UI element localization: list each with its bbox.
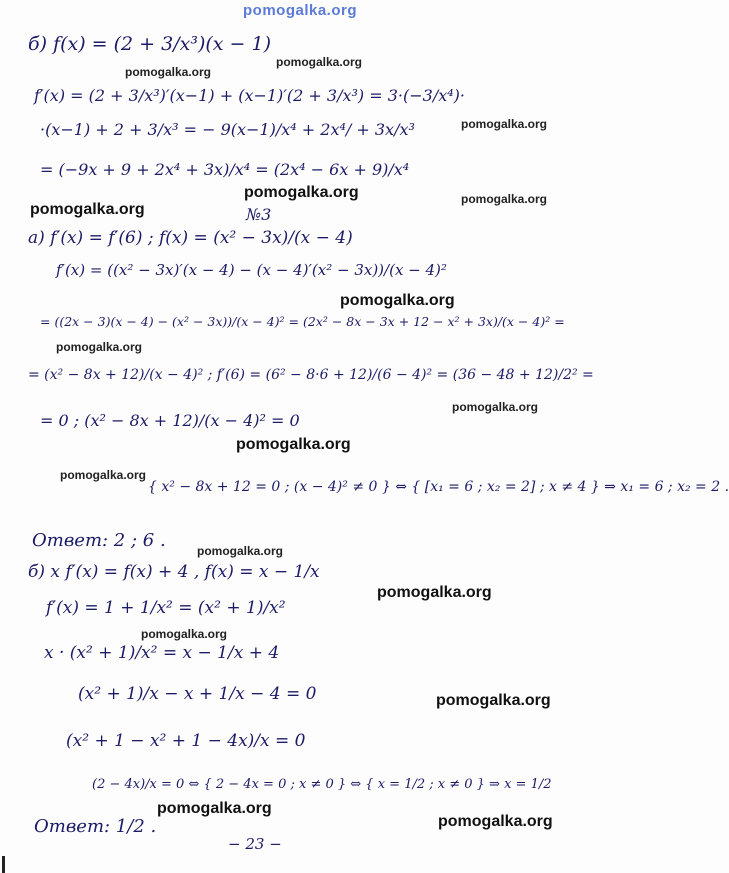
math-line: (x² + 1)/x − x + 1/x − 4 = 0 <box>78 684 317 704</box>
math-line: = 0 ; (x² − 8x + 12)/(x − 4)² = 0 <box>40 411 300 430</box>
watermark: pomogalka.org <box>56 340 143 354</box>
watermark: pomogalka.org <box>377 584 492 601</box>
math-line: ·(x−1) + 2 + 3/x³ = − 9(x−1)/x⁴ + 2x⁴/ + 3x/x³ <box>40 120 415 139</box>
watermark: pomogalka.org <box>125 65 212 79</box>
watermark: pomogalka.org <box>236 436 351 453</box>
watermark: pomogalka.org <box>461 192 548 206</box>
watermark: pomogalka.org <box>60 468 147 482</box>
math-line: б) x f′(x) = f(x) + 4 , f(x) = x − 1/x <box>28 562 320 582</box>
system-of-equations: { x² − 8x + 12 = 0 ; (x − 4)² ≠ 0 } ⇔ { [x₁ = 6 ; x₂ = 2] ; x ≠ 4 } ⇒ x₁ = 6 ; x₂ = 2 . <box>148 479 729 495</box>
math-line: (x² + 1 − x² + 1 − 4x)/x = 0 <box>66 731 306 751</box>
answer-line: Ответ: 1/2 . <box>34 816 157 837</box>
watermark: pomogalka.org <box>197 544 284 558</box>
math-line: f′(x) = (2 + 3/x³)′(x−1) + (x−1)′(2 + 3/x³) = 3·(−3/x⁴)· <box>34 86 465 105</box>
math-line: = (x² − 8x + 12)/(x − 4)² ; f′(6) = (6² − 8·6 + 12)/(6 − 4)² = (36 − 48 + 12)/2² = <box>28 367 594 383</box>
watermark: pomogalka.org <box>452 400 539 414</box>
watermark: pomogalka.org <box>461 117 548 131</box>
margin-mark <box>2 856 5 873</box>
watermark: pomogalka.org <box>30 201 145 218</box>
math-line: x · (x² + 1)/x² = x − 1/x + 4 <box>44 643 280 663</box>
math-line: f′(x) = ((x² − 3x)′(x − 4) − (x − 4)′(x² − 3x))/(x − 4)² <box>56 261 447 279</box>
answer-line: Ответ: 2 ; 6 . <box>32 530 166 551</box>
math-line: б) f(x) = (2 + 3/x³)(x − 1) <box>28 33 271 55</box>
watermark: pomogalka.org <box>141 627 228 641</box>
math-line: = (−9x + 9 + 2x⁴ + 3x)/x⁴ = (2x⁴ − 6x + 9)/x⁴ <box>40 160 410 179</box>
math-line: = ((2x − 3)(x − 4) − (x² − 3x))/(x − 4)² = (2x² − 8x − 3x + 12 − x² + 3x)/(x − 4)² = <box>40 314 565 329</box>
math-line: f′(x) = 1 + 1/x² = (x² + 1)/x² <box>46 598 286 618</box>
watermark: pomogalka.org <box>438 813 553 830</box>
watermark: pomogalka.org <box>244 184 359 201</box>
watermark: pomogalka.org <box>436 692 551 709</box>
watermark: pomogalka.org <box>340 292 455 309</box>
math-line: а) f′(x) = f′(6) ; f(x) = (x² − 3x)/(x − 4) <box>28 228 353 248</box>
math-line: (2 − 4x)/x = 0 ⇔ { 2 − 4x = 0 ; x ≠ 0 } ⇔ { x = 1/2 ; x ≠ 0 } ⇒ x = 1/2 <box>92 777 552 792</box>
watermark-top: pomogalka.org <box>243 2 358 19</box>
page-number: − 23 − <box>228 835 282 853</box>
watermark: pomogalka.org <box>157 800 272 817</box>
watermark: pomogalka.org <box>276 55 363 69</box>
task-number: №3 <box>246 205 272 224</box>
